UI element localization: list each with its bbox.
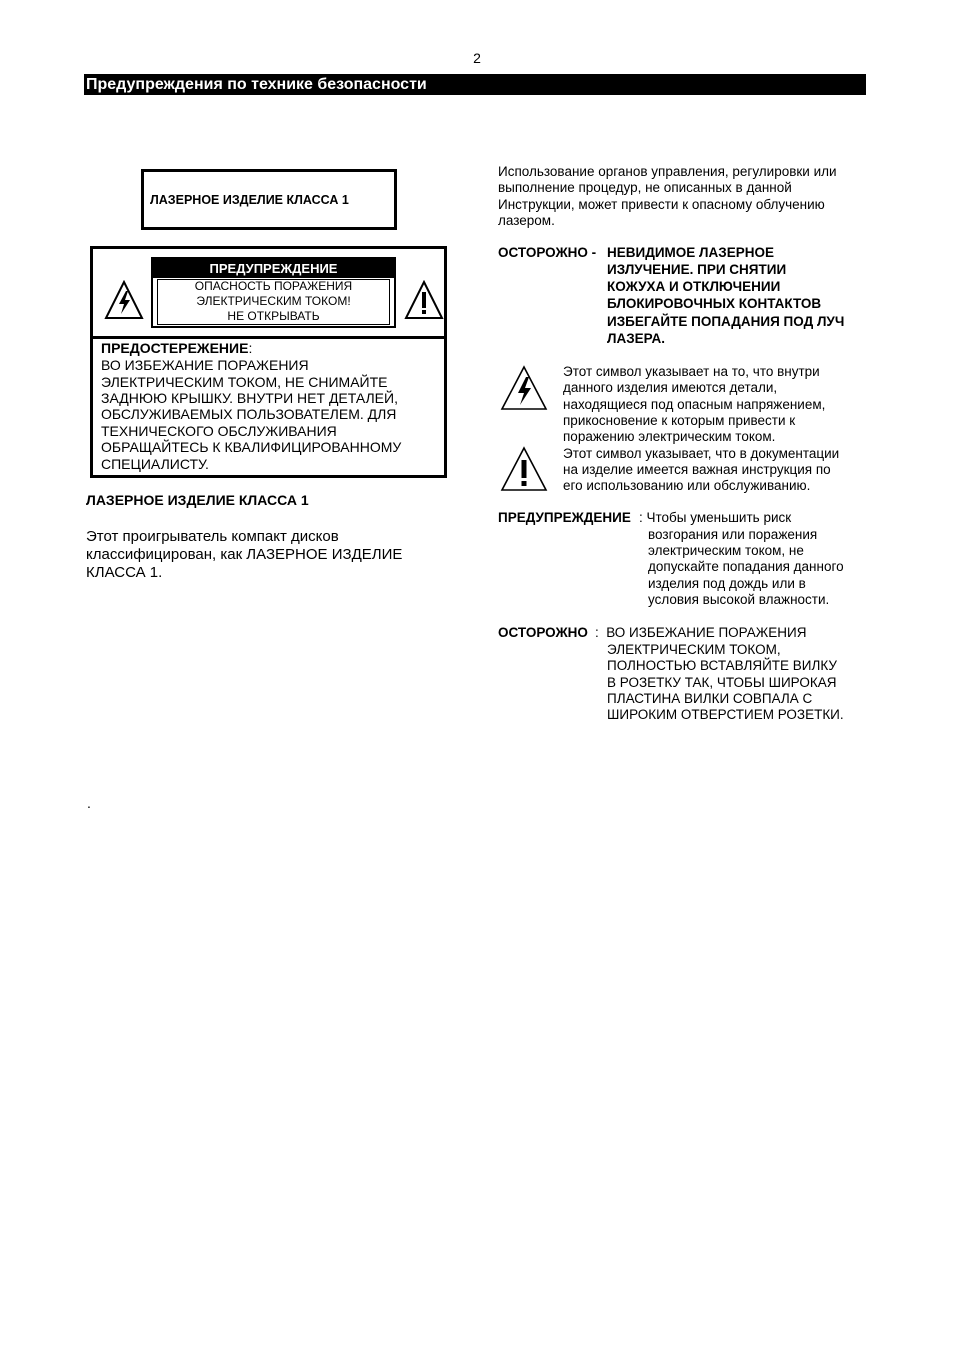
caution-line: ЗАДНЮЮ КРЫШКУ. ВНУТРИ НЕТ ДЕТАЛЕЙ,: [101, 390, 398, 406]
laser-caution-line: КОЖУХА И ОТКЛЮЧЕНИИ: [607, 279, 781, 294]
exclamation-triangle-icon: [500, 446, 548, 492]
warning-label-line: ЭЛЕКТРИЧЕСКИМ ТОКОМ!: [196, 294, 351, 308]
plug-caution-line: ЭЛЕКТРИЧЕСКИМ ТОКОМ,: [607, 642, 781, 657]
warning-label-line: НЕ ОТКРЫВАТЬ: [227, 309, 320, 323]
laser-class-label-text: ЛАЗЕРНОЕ ИЗДЕЛИЕ КЛАССА 1: [150, 192, 349, 207]
plug-caution-line: ШИРОКИМ ОТВЕРСТИЕМ РОЗЕТКИ.: [607, 707, 844, 722]
caution-title-text: ПРЕДОСТЕРЕЖЕНИЕ: [101, 340, 249, 356]
fire-warning-line: возгорания или поражения: [648, 527, 818, 542]
lightning-symbol-line: данного изделия имеются детали,: [563, 380, 778, 395]
caution-title-colon: :: [248, 340, 253, 356]
caution-line: ВО ИЗБЕЖАНИЕ ПОРАЖЕНИЯ: [101, 357, 309, 373]
exclamation-symbol-line: Этот символ указывает, что в документации: [563, 446, 840, 461]
lightning-triangle-icon: [104, 280, 144, 320]
fire-warning-line: допускайте попадания данного: [648, 559, 844, 574]
warning-label-line: ОПАСНОСТЬ ПОРАЖЕНИЯ: [194, 279, 353, 293]
laser-paragraph-line: КЛАССА 1.: [86, 564, 163, 581]
exclamation-symbol-line: его использованию или обслуживанию.: [563, 478, 811, 493]
section-title: Предупреждения по технике безопасности: [84, 74, 866, 95]
warning-label-header: ПРЕДУПРЕЖДЕНИЕ: [153, 259, 394, 278]
plug-caution-label: ОСТОРОЖНО: [498, 625, 588, 640]
laser-caution-line: ЛАЗЕРА.: [607, 331, 666, 346]
controls-line: Использование органов управления, регулировки или: [498, 164, 837, 179]
fire-warning-line: электрическим током, не: [648, 543, 804, 558]
lightning-symbol-line: прикосновение к которым привести к: [563, 413, 796, 428]
fire-warning-first-line: : Чтобы уменьшить риск: [639, 510, 792, 525]
caution-line: СПЕЦИАЛИСТУ.: [101, 456, 209, 472]
fire-warning-line: условия высокой влажности.: [648, 592, 830, 607]
exclamation-triangle-icon: [404, 280, 444, 320]
laser-class-label: [141, 169, 397, 230]
plug-caution-first-line: : ВО ИЗБЕЖАНИЕ ПОРАЖЕНИЯ: [595, 625, 807, 640]
page-number: 2: [473, 50, 481, 66]
laser-caution-label: ОСТОРОЖНО -: [498, 245, 597, 260]
caution-line: ОБСЛУЖИВАЕМЫХ ПОЛЬЗОВАТЕЛЕМ. ДЛЯ: [101, 406, 397, 422]
laser-caution-line: НЕВИДИМОЕ ЛАЗЕРНОЕ: [607, 245, 774, 260]
fire-warning-line: изделия под дождь или в: [648, 576, 806, 591]
lightning-symbol-line: находящиеся под опасным напряжением,: [563, 397, 826, 412]
laser-caution-line: ИЗБЕГАЙТЕ ПОПАДАНИЯ ПОД ЛУЧ: [607, 314, 845, 329]
plug-caution-line: В РОЗЕТКУ ТАК, ЧТОБЫ ШИРОКАЯ: [607, 675, 837, 690]
plug-caution-line: ПОЛНОСТЬЮ ВСТАВЛЯЙТЕ ВИЛКУ: [607, 658, 837, 673]
lightning-symbol-line: Этот символ указывает на то, что внутри: [563, 364, 820, 379]
exclamation-symbol-line: на изделие имеется важная инструкция по: [563, 462, 831, 477]
fire-warning-label: ПРЕДУПРЕЖДЕНИЕ: [498, 510, 631, 525]
caution-line: ОБРАЩАЙТЕСЬ К КВАЛИФИЦИРОВАННОМУ: [101, 439, 402, 455]
controls-line: Инструкции, может привести к опасному облучению: [498, 197, 825, 212]
controls-line: выполнение процедур, не описанных в данной: [498, 180, 792, 195]
controls-line: лазером.: [498, 213, 555, 228]
caution-title: [101, 340, 252, 356]
stray-dot: .: [87, 795, 91, 811]
lightning-triangle-icon: [500, 365, 548, 411]
caution-line: ЭЛЕКТРИЧЕСКИМ ТОКОМ, НЕ СНИМАЙТЕ: [101, 374, 388, 390]
plug-caution-line: ПЛАСТИНА ВИЛКИ СОВПАЛА С: [607, 691, 813, 706]
lightning-symbol-line: поражению электрическим током.: [563, 429, 776, 444]
laser-caution-line: БЛОКИРОВОЧНЫХ КОНТАКТОВ: [607, 296, 822, 311]
laser-heading: ЛАЗЕРНОЕ ИЗДЕЛИЕ КЛАССА 1: [86, 492, 309, 508]
laser-caution-line: ИЗЛУЧЕНИЕ. ПРИ СНЯТИИ: [607, 262, 787, 277]
laser-paragraph-line: Этот проигрыватель компакт дисков: [86, 528, 339, 545]
warning-panel-divider: [90, 336, 447, 339]
laser-paragraph-line: классифицирован, как ЛАЗЕРНОЕ ИЗДЕЛИЕ: [86, 546, 403, 563]
caution-line: ТЕХНИЧЕСКОГО ОБСЛУЖИВАНИЯ: [101, 423, 337, 439]
